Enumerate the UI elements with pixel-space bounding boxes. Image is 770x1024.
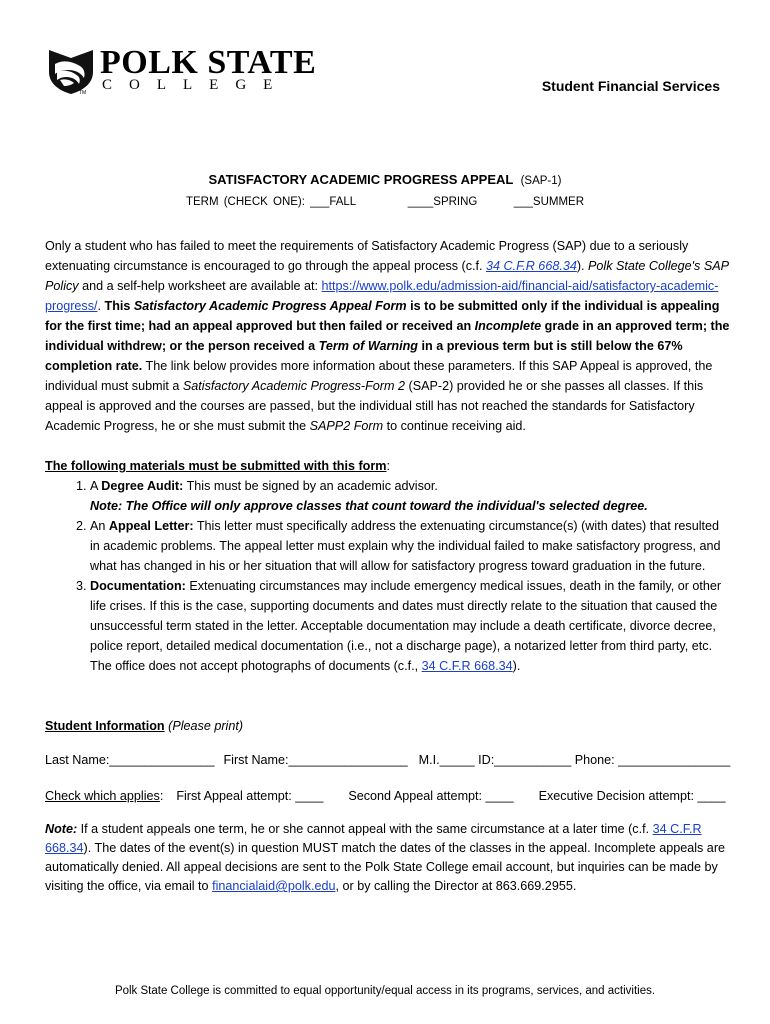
intro-text: ). <box>576 259 589 273</box>
check-label: Check which applies <box>45 789 160 803</box>
executive-decision-field[interactable]: Executive Decision attempt: ____ <box>538 789 726 803</box>
list-item-documentation: 3. Documentation: Extenuating circumstances may include emergency medical issues, death in the family, or other life crises. If this is the case, supporting documents and dates must directly relate to the situation that caused the unsuccessful term stated in the letter. Acceptable documentation may include a death certificate, divorce decree, police report, detailed medical documentation (i.e., not a discharge page), a notarized letter from third party, etc. The office does not accept photographs of documents (c.f., 34 C.F.R 668.34). <box>90 576 730 676</box>
logo-emblem-icon <box>46 46 96 96</box>
middle-initial-field[interactable]: M.I._____ <box>418 753 475 767</box>
student-info-hint: (Please print) <box>164 719 244 733</box>
form2-name: Satisfactory Academic Progress-Form 2 <box>182 379 405 393</box>
cfr-link[interactable]: 34 C.F.R 668.34 <box>486 259 577 273</box>
first-appeal-field[interactable]: First Appeal attempt: ____ <box>176 789 324 803</box>
check-colon: : <box>159 789 164 803</box>
footer-statement: Polk State College is committed to equal opportunity/equal access in its programs, services, and activities. <box>114 985 656 997</box>
materials-list <box>45 476 730 676</box>
form-title-text: SATISFACTORY ACADEMIC PROGRESS APPEAL <box>208 172 514 187</box>
list-item-appeal-letter: 2. An Appeal Letter: This letter must specifically address the extenuating circumstance(s) (with dates) that resulted in academic problems. The appeal letter must explain why the individual failed to make satisfactory progress, and what has changed in his or her situation that will allow for satisfactory progress toward graduation in the future. <box>90 516 730 576</box>
trademark-mark: TM <box>79 90 87 96</box>
form-code: (SAP-1) <box>520 175 562 187</box>
first-name-field[interactable]: First Name:_________________ <box>223 753 408 767</box>
materials-colon: : <box>386 459 390 473</box>
intro-text: to continue receiving aid. <box>383 419 526 433</box>
college-logo <box>46 46 346 96</box>
note-paragraph: Note: If a student appeals one term, he or she cannot appeal with the same circumstance at a later time (c.f. 34 C.F.R 668.34). The dates of the event(s) in question MUST match the dates of the classes in the appeal. Incomplete appeals are automatically denied. All appeal decisions are sent to the Polk State College email account, but inquiries can be made by visiting the office, via email to financialaid@polk.edu, or by calling the Director at 863.669.2955. <box>45 822 726 893</box>
email-link[interactable]: financialaid@polk.edu <box>212 879 336 893</box>
student-id-field[interactable]: ID:___________ <box>478 753 572 767</box>
eligibility-text: This Satisfactory Academic Progress Appeal Form is to be submitted only if the individual is appealing for the first time; had an appeal approved but then failed or received an Incomplete grade in an approved term; the individual withdrew; or the person received a Term of Warning in a previous term but is still below the 67% completion rate. <box>45 299 730 373</box>
intro-text: Only a student who has failed to meet the requirements of Satisfactory Academic Progress (SAP) due to a seriously extenuating circumstance is encouraged to go through the appeal process (c.f. <box>45 239 689 273</box>
materials-header-text: The following materials must be submitted with this form <box>45 459 387 473</box>
form-title <box>0 172 770 187</box>
sapp2-name: SAPP2 Form <box>309 419 384 433</box>
sap-policy-link[interactable]: https://www.polk.edu/admission-aid/financial-aid/satisfactory-academic-progress/ <box>45 279 719 313</box>
student-info-label: Student Information <box>45 719 165 733</box>
last-name-field[interactable]: Last Name:_______________ <box>45 753 215 767</box>
degree-audit-note: Note: The Office will only approve classes that count toward the individual's selected degree. <box>90 499 648 513</box>
list-item-degree-audit: 1. A Degree Audit: This must be signed by an academic advisor. Note: The Office will only approve classes that count toward the individual's selected degree. <box>90 476 730 516</box>
cfr-link[interactable]: 34 C.F.R 668.34 <box>45 822 702 855</box>
intro-text: (SAP-2) provided he or she passes all classes. If this appeal is approved and the courses are passed, but the individual still has not reached the standards for Satisfactory Academic Progress, he or she must submit the <box>45 379 704 433</box>
second-appeal-field[interactable]: Second Appeal attempt: ____ <box>348 789 514 803</box>
appeal-attempt-row <box>45 786 730 806</box>
term-selection: TERM (CHECK ONE): ___FALL ____SPRING ___SUMMER <box>185 196 585 208</box>
intro-text: and a self-help worksheet are available at: <box>78 279 322 293</box>
intro-text: . <box>97 299 105 313</box>
intro-paragraph <box>45 236 730 436</box>
logo-subtitle: COLLEGE <box>102 77 290 93</box>
phone-field[interactable]: Phone: ________________ <box>574 753 731 767</box>
student-info-header <box>45 716 730 736</box>
note-label: Note: <box>45 822 78 836</box>
sap-policy-name: Polk State College's SAP Policy <box>45 259 729 293</box>
cfr-link[interactable]: 34 C.F.R 668.34 <box>421 659 513 673</box>
materials-header <box>45 456 730 476</box>
department-name: Student Financial Services <box>541 78 720 94</box>
intro-text: The link below provides more information about these parameters. If this SAP Appeal is approved, the individual must submit a <box>45 359 713 393</box>
student-info-fields <box>45 750 730 770</box>
logo-wordmark: POLK STATE <box>100 44 317 81</box>
